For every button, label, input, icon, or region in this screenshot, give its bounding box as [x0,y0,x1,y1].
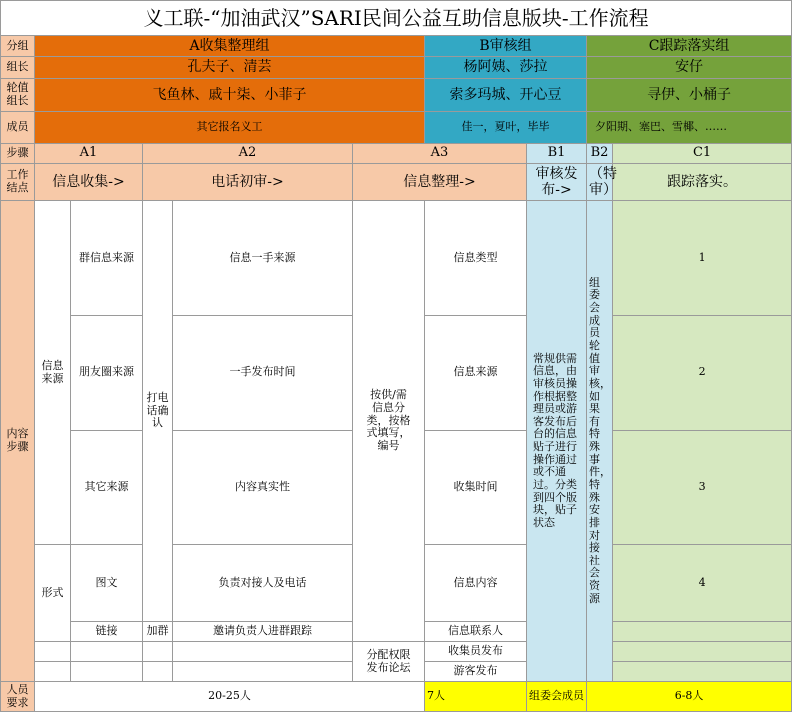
row-label-group: 分组 [1,36,35,57]
a2-empty [173,642,353,662]
group-c-rotate: 寻伊、小桶子 [587,79,792,112]
step-a2: A2 [143,144,353,164]
a2-empty [143,642,173,662]
row-label-leader: 组长 [1,57,35,79]
node-b1: 审核发布-> [527,164,587,201]
row-label-requirements: 人员 要求 [1,682,35,712]
a1-item: 其它来源 [71,430,143,545]
a2-empty [143,662,173,682]
node-a2: 电话初审-> [143,164,353,201]
group-a-members: 其它报名义工 [35,112,425,144]
a1-item: 群信息来源 [71,201,143,316]
group-b-rotate: 索多玛城、开心豆 [425,79,587,112]
a3-item: 游客发布 [425,662,527,682]
node-c1: 跟踪落实。 [613,164,792,201]
a3-item: 信息类型 [425,201,527,316]
a2-item: 负责对接人及电话 [173,545,353,622]
req-a: 20-25人 [35,682,425,712]
a1-empty [71,662,143,682]
req-b1: 7人 [425,682,527,712]
row-label-members: 成员 [1,112,35,144]
a1-empty [35,662,71,682]
group-a-name: A收集整理组 [35,36,425,57]
group-b-leader: 杨阿姨、莎拉 [425,57,587,79]
a3-item: 收集时间 [425,430,527,545]
a3-item: 收集员发布 [425,642,527,662]
b2-content: 组委会成员轮值审核，如果有特殊事件，特殊安排对接社会资源 [587,201,613,682]
step-a3: A3 [353,144,527,164]
group-c-name: C跟踪落实组 [587,36,792,57]
a1-source-label: 信息 来源 [35,201,71,545]
a3-classify-label: 按供/需 信息分 类，按格 式填写， 编号 [353,201,425,642]
step-b2: B2 [587,144,613,164]
c1-num: 2 [613,315,792,430]
a3-perm-label: 分配权限 发布论坛 [353,642,425,682]
a1-item: 链接 [71,622,143,642]
group-b-name: B审核组 [425,36,587,57]
row-label-rotate: 轮值 组长 [1,79,35,112]
a3-item: 信息内容 [425,545,527,622]
step-a1: A1 [35,144,143,164]
a2-item: 信息一手来源 [173,201,353,316]
a1-item: 图文 [71,545,143,622]
a3-item: 信息联系人 [425,622,527,642]
b1-content: 常规供需信息，由审核员操作根据整理员或游客发布后台的信息贴子进行操作通过或不通过。分类到四个版块，贴子状态 [527,201,587,682]
group-a-rotate: 飞鱼林、戚十柒、小菲子 [35,79,425,112]
group-c-members: 夕阳期、塞巴、雪椰、…… [587,112,792,144]
a2-empty [173,662,353,682]
a2-item: 一手发布时间 [173,315,353,430]
row-label-content: 内容 步骤 [1,201,35,682]
page-title: 义工联-“加油武汉”SARI民间公益互助信息版块-工作流程 [1,1,792,36]
a1-empty [71,642,143,662]
c1-num: 4 [613,545,792,622]
group-a-leader: 孔夫子、清芸 [35,57,425,79]
a1-form-label: 形式 [35,545,71,642]
req-c: 6-8人 [587,682,792,712]
a2-item: 内容真实性 [173,430,353,545]
step-b1: B1 [527,144,587,164]
c1-num: 3 [613,430,792,545]
a2-add-label: 加群 [143,622,173,642]
node-b2: （特 审） [587,164,613,201]
a1-item: 朋友圈来源 [71,315,143,430]
c1-empty [613,622,792,642]
node-a1: 信息收集-> [35,164,143,201]
step-c1: C1 [613,144,792,164]
a1-empty [35,642,71,662]
c1-num: 1 [613,201,792,316]
node-a3: 信息整理-> [353,164,527,201]
a2-item: 邀请负责人进群跟踪 [173,622,353,642]
c1-empty [613,662,792,682]
req-b2: 组委会成员 [527,682,587,712]
a3-item: 信息来源 [425,315,527,430]
row-label-steps: 步骤 [1,144,35,164]
group-c-leader: 安仔 [587,57,792,79]
row-label-nodes: 工作 结点 [1,164,35,201]
c1-empty [613,642,792,662]
group-b-members: 佳一，夏叶，毕毕 [425,112,587,144]
a2-call-label: 打电 话确 认 [143,201,173,622]
